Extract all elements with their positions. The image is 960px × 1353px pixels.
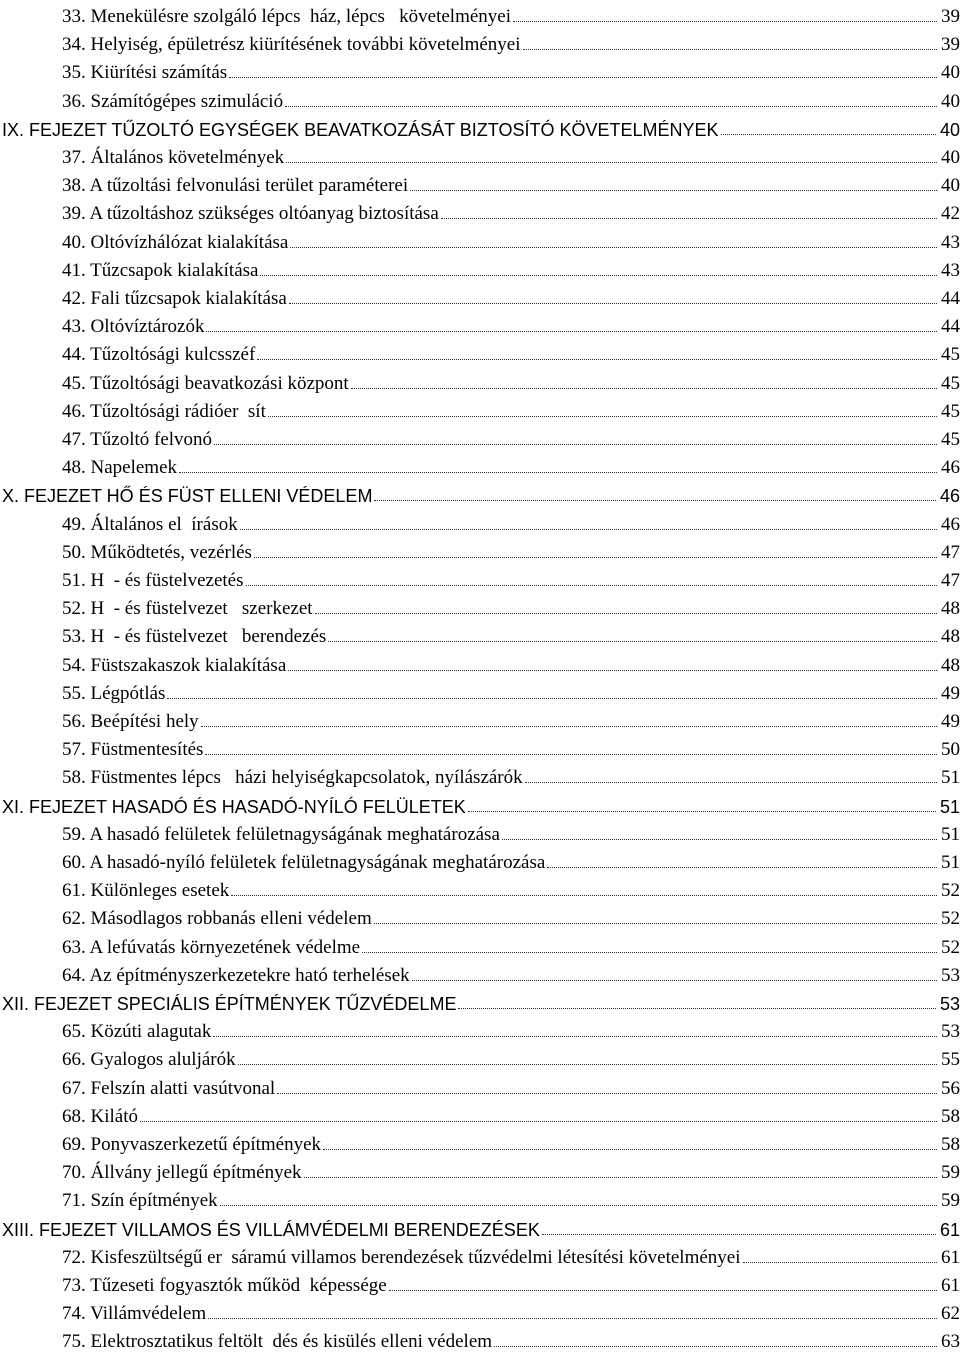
- toc-entry[interactable]: [0, 395, 960, 423]
- toc-entry-title: 66. Gyalogos aluljárók: [62, 1049, 236, 1071]
- toc-entry-title: 54. Füstszakaszok kialakítása: [62, 654, 287, 676]
- dot-leader: [523, 49, 938, 50]
- toc-page-number: 48: [941, 598, 960, 620]
- dot-leader: [362, 952, 937, 953]
- dot-leader: [288, 670, 937, 671]
- toc-entry-title: 46. Tűzoltósági rádióer sít: [62, 400, 266, 422]
- toc-page-number: 45: [941, 344, 960, 366]
- toc-page-number: 56: [941, 1077, 960, 1099]
- toc-entry-title: 57. Füstmentesítés: [62, 739, 204, 761]
- toc-entry-title: 50. Működtetés, vezérlés: [62, 541, 252, 563]
- toc-entry[interactable]: [0, 28, 960, 56]
- toc-page-number: 58: [941, 1105, 960, 1127]
- toc-chapter-entry[interactable]: [0, 790, 960, 818]
- dot-leader: [328, 641, 937, 642]
- toc-page-number: 39: [941, 34, 960, 56]
- toc-entry[interactable]: [0, 1184, 960, 1212]
- toc-page-number: 61: [939, 1219, 960, 1240]
- dot-leader: [323, 1149, 937, 1150]
- toc-entry[interactable]: [0, 1043, 960, 1071]
- toc-entry[interactable]: [0, 818, 960, 846]
- toc-page-number: 48: [941, 626, 960, 648]
- toc-entry-title: 52. H - és füstelvezet szerkezet: [62, 598, 313, 620]
- dot-leader: [257, 359, 937, 360]
- toc-entry[interactable]: [0, 846, 960, 874]
- toc-page-number: 40: [941, 90, 960, 112]
- toc-page-number: 62: [941, 1303, 960, 1325]
- toc-page-number: 51: [941, 823, 960, 845]
- toc-page-number: 61: [941, 1275, 960, 1296]
- toc-page-number: 45: [941, 400, 960, 422]
- toc-entry[interactable]: [0, 508, 960, 536]
- dot-leader: [458, 1008, 936, 1009]
- toc-entry-title: 48. Napelemek: [62, 457, 178, 479]
- toc-entry-title: IX. FEJEZET TŰZOLTÓ EGYSÉGEK BEAVATKOZÁSÁT BIZTOSÍTÓ KÖVETELMÉNYEK: [2, 119, 719, 140]
- toc-entry-title: 58. Füstmentes lépcs házi helyiségkapcsolatok, nyílászárók: [62, 767, 523, 789]
- toc-entry-title: 65. Közúti alagutak: [62, 1021, 212, 1043]
- toc-entry-title: 75. Elektrosztatikus feltölt dés és kisülés elleni védelem: [62, 1331, 493, 1353]
- toc-entry-title: 39. A tűzoltáshoz szükséges oltóanyag biztosítása: [62, 203, 439, 225]
- dot-leader: [513, 21, 937, 22]
- toc-page-number: 59: [941, 1190, 960, 1212]
- dot-leader: [231, 895, 937, 896]
- toc-entry[interactable]: [0, 338, 960, 366]
- toc-entry-title: XII. FEJEZET SPECIÁLIS ÉPÍTMÉNYEK TŰZVÉDELME: [2, 994, 457, 1014]
- toc-page-number: 53: [939, 994, 960, 1014]
- toc-page-number: 51: [939, 796, 960, 817]
- dot-leader: [179, 472, 937, 473]
- dot-leader: [721, 134, 936, 135]
- dot-leader: [304, 1177, 937, 1178]
- dot-leader: [412, 980, 937, 981]
- toc-page-number: 53: [941, 964, 960, 986]
- toc-page-number: 55: [941, 1049, 960, 1071]
- dot-leader: [268, 416, 937, 417]
- toc-entry[interactable]: [0, 1297, 960, 1325]
- toc-entry[interactable]: [0, 1156, 960, 1184]
- toc-entry[interactable]: [0, 254, 960, 282]
- toc-entry-title: 71. Szín építmények: [62, 1190, 218, 1212]
- dot-leader: [260, 275, 937, 276]
- toc-entry-title: 44. Tűzoltósági kulcsszéf: [62, 344, 256, 366]
- dot-leader: [206, 331, 937, 332]
- toc-entry-title: 49. Általános el írások: [62, 513, 238, 535]
- toc-entry[interactable]: [0, 85, 960, 113]
- toc-page-number: 45: [941, 372, 960, 394]
- toc-page-number: 43: [941, 259, 960, 281]
- toc-entry[interactable]: [0, 423, 960, 451]
- toc-entry-title: XIII. FEJEZET VILLAMOS ÉS VILLÁMVÉDELMI BERENDEZÉSEK: [2, 1219, 540, 1240]
- toc-page-number: 49: [941, 711, 960, 732]
- dot-leader: [208, 1318, 937, 1319]
- dot-leader: [525, 782, 937, 783]
- toc-page-number: 46: [941, 513, 960, 535]
- dot-leader: [140, 1121, 937, 1122]
- dot-leader: [289, 303, 937, 304]
- dot-leader: [468, 811, 936, 812]
- toc-entry[interactable]: [0, 56, 960, 84]
- toc-entry[interactable]: [0, 705, 960, 733]
- toc-page-number: 51: [941, 767, 960, 789]
- toc-entry[interactable]: [0, 451, 960, 479]
- toc-entry-title: 62. Másodlagos robbanás elleni védelem: [62, 908, 372, 930]
- dot-leader: [441, 218, 937, 219]
- toc-page-number: 47: [941, 570, 960, 591]
- dot-leader: [286, 162, 937, 163]
- toc-entry[interactable]: [0, 931, 960, 959]
- toc-entry-title: XI. FEJEZET HASADÓ ÉS HASADÓ-NYÍLÓ FELÜLETEK: [2, 796, 466, 817]
- toc-entry-title: 74. Villámvédelem: [62, 1303, 207, 1325]
- toc-page-number: 39: [941, 6, 960, 27]
- dot-leader: [246, 585, 938, 586]
- dot-leader: [254, 557, 937, 558]
- dot-leader: [214, 444, 937, 445]
- toc-page-number: 52: [941, 908, 960, 930]
- toc-page-number: 48: [941, 654, 960, 676]
- toc-entry-title: 43. Oltóvíztározók: [62, 316, 205, 338]
- toc-entry-title: 38. A tűzoltási felvonulási terület paraméterei: [62, 175, 409, 197]
- dot-leader: [374, 923, 937, 924]
- toc-page-number: 42: [941, 203, 960, 225]
- toc-entry[interactable]: [0, 0, 960, 28]
- toc-page-number: 44: [941, 316, 960, 338]
- toc-entry-title: 35. Kiürítési számítás: [62, 62, 228, 84]
- toc-entry[interactable]: [0, 649, 960, 677]
- toc-entry[interactable]: [0, 874, 960, 902]
- toc-page-number: 46: [941, 457, 960, 479]
- toc-entry[interactable]: [0, 197, 960, 225]
- toc-entry-title: 63. A lefúvatás környezetének védelme: [62, 936, 361, 958]
- toc-entry-title: 41. Tűzcsapok kialakítása: [62, 259, 259, 281]
- toc-entry[interactable]: [0, 761, 960, 789]
- toc-entry[interactable]: [0, 1269, 960, 1297]
- toc-page-number: 59: [941, 1162, 960, 1184]
- dot-leader: [351, 388, 937, 389]
- dot-leader: [290, 247, 937, 248]
- toc-entry[interactable]: [0, 367, 960, 395]
- toc-page-number: 40: [941, 147, 960, 168]
- toc-page-number: 46: [939, 486, 960, 507]
- toc-page-number: 40: [939, 119, 960, 140]
- toc-entry[interactable]: [0, 677, 960, 705]
- toc-entry-title: 61. Különleges esetek: [62, 880, 230, 902]
- toc-entry-title: 56. Beépítési hely: [62, 711, 199, 732]
- toc-chapter-entry[interactable]: [0, 479, 960, 507]
- toc-page-number: 61: [941, 1246, 960, 1268]
- toc-entry-title: 45. Tűzoltósági beavatkozási központ: [62, 372, 349, 394]
- toc-entry-title: 70. Állvány jellegű építmények: [62, 1162, 302, 1184]
- dot-leader: [167, 698, 937, 699]
- toc-entry-title: 34. Helyiség, épületrész kiürítésének további követelményei: [62, 34, 521, 56]
- dot-leader: [547, 867, 937, 868]
- toc-chapter-entry[interactable]: [0, 113, 960, 141]
- toc-entry[interactable]: [0, 282, 960, 310]
- toc-entry-title: 42. Fali tűzcsapok kialakítása: [62, 288, 287, 309]
- toc-entry[interactable]: [0, 620, 960, 648]
- dot-leader: [201, 726, 937, 727]
- toc-entry-title: 64. Az építményszerkezetekre ható terhelések: [62, 964, 410, 986]
- toc-entry-title: 67. Felszín alatti vasútvonal: [62, 1077, 276, 1099]
- toc-page-number: 43: [941, 231, 960, 253]
- toc-entry[interactable]: [0, 902, 960, 930]
- toc-entry-title: 40. Oltóvízhálózat kialakítása: [62, 231, 289, 253]
- toc-chapter-entry[interactable]: [0, 987, 960, 1015]
- toc-entry-title: 47. Tűzoltó felvonó: [62, 429, 213, 450]
- toc-chapter-entry[interactable]: [0, 1213, 960, 1241]
- dot-leader: [389, 1290, 937, 1291]
- toc-entry-title: 53. H - és füstelvezet berendezés: [62, 626, 327, 648]
- toc-entry[interactable]: [0, 1015, 960, 1043]
- toc-entry-title: 55. Légpótlás: [62, 682, 166, 704]
- toc-page-number: 44: [941, 288, 960, 309]
- toc-entry[interactable]: [0, 169, 960, 197]
- toc-page-number: 58: [941, 1134, 960, 1155]
- toc-page-number: 45: [941, 429, 960, 450]
- dot-leader: [410, 190, 937, 191]
- dot-leader: [277, 1093, 937, 1094]
- toc-entry-title: 59. A hasadó felületek felületnagyságának meghatározása: [62, 823, 500, 845]
- toc-entry[interactable]: [0, 536, 960, 564]
- toc-page-number: 52: [941, 936, 960, 958]
- toc-page-number: 52: [941, 880, 960, 902]
- toc-page-number: 51: [941, 852, 960, 873]
- dot-leader: [743, 1262, 938, 1263]
- toc-entry[interactable]: [0, 141, 960, 169]
- toc-entry-title: 72. Kisfeszültségű er sáramú villamos berendezések tűzvédelmi létesítési követelményei: [62, 1246, 741, 1268]
- dot-leader: [229, 77, 937, 78]
- dot-leader: [205, 754, 937, 755]
- toc-entry[interactable]: [0, 1072, 960, 1100]
- dot-leader: [502, 839, 937, 840]
- toc-entry-title: 60. A hasadó-nyíló felületek felületnagyságának meghatározása: [62, 852, 546, 873]
- dot-leader: [374, 500, 936, 501]
- toc-entry-title: 36. Számítógépes szimuláció: [62, 90, 284, 112]
- toc-entry[interactable]: [0, 592, 960, 620]
- toc-entry-title: 69. Ponyvaszerkezetű építmények: [62, 1134, 322, 1155]
- toc-page-number: 47: [941, 541, 960, 563]
- toc-entry[interactable]: [0, 959, 960, 987]
- toc-entry[interactable]: [0, 733, 960, 761]
- toc-entry-title: 68. Kilátó: [62, 1105, 138, 1127]
- dot-leader: [285, 106, 937, 107]
- toc-entry-title: 51. H - és füstelvezetés: [62, 570, 244, 591]
- toc-entry[interactable]: [0, 1100, 960, 1128]
- toc-entry[interactable]: [0, 1128, 960, 1156]
- dot-leader: [494, 1346, 937, 1347]
- toc-entry[interactable]: [0, 310, 960, 338]
- toc-page-number: 50: [941, 739, 960, 761]
- dot-leader: [240, 529, 937, 530]
- dot-leader: [213, 1036, 937, 1037]
- dot-leader: [220, 1205, 937, 1206]
- toc-entry-title: X. FEJEZET HŐ ÉS FÜST ELLENI VÉDELEM: [2, 486, 373, 507]
- toc-entry[interactable]: [0, 226, 960, 254]
- toc-page-number: 40: [941, 62, 960, 84]
- toc-entry[interactable]: [0, 564, 960, 592]
- toc-page-number: 53: [941, 1021, 960, 1043]
- toc-entry[interactable]: [0, 1241, 960, 1269]
- toc-entry[interactable]: [0, 1325, 960, 1353]
- toc-page-number: 49: [941, 682, 960, 704]
- toc-page-number: 40: [941, 175, 960, 197]
- toc-entry-title: 73. Tűzeseti fogyasztók működ képessége: [62, 1275, 387, 1296]
- dot-leader: [542, 1234, 936, 1235]
- dot-leader: [238, 1064, 937, 1065]
- dot-leader: [315, 613, 937, 614]
- toc-page-number: 63: [941, 1331, 960, 1353]
- toc-entry-title: 33. Menekülésre szolgáló lépcs ház, lépcs követelményei: [62, 6, 511, 27]
- toc-entry-title: 37. Általános követelmények: [62, 147, 285, 168]
